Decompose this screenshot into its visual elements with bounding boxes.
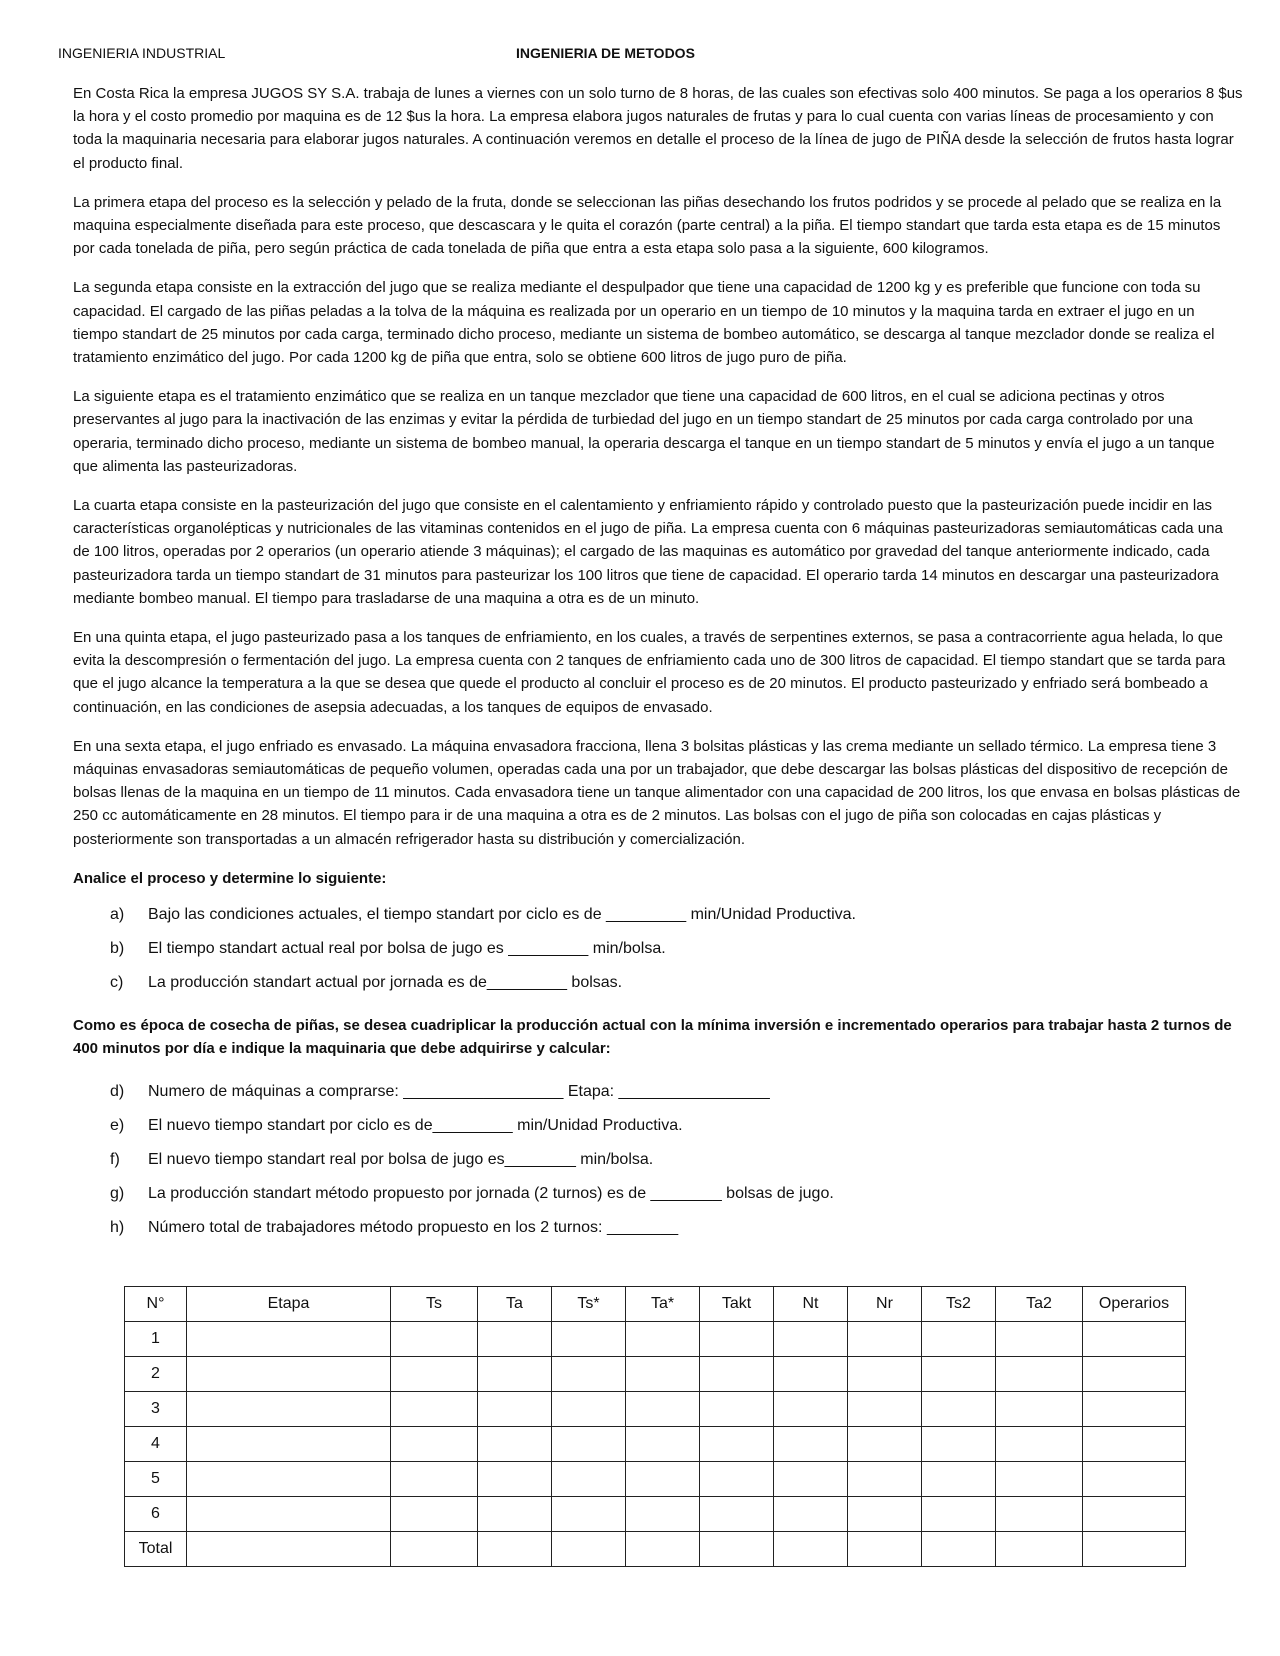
- answer-cell[interactable]: [478, 1392, 552, 1427]
- answer-cell[interactable]: [552, 1392, 626, 1427]
- answer-cell[interactable]: [774, 1392, 848, 1427]
- answer-cell[interactable]: [626, 1357, 700, 1392]
- answer-cell[interactable]: [922, 1322, 996, 1357]
- table-row: [125, 1497, 1186, 1532]
- column-header-nr: Nr: [848, 1287, 922, 1322]
- paragraph-stage-2: La segunda etapa consiste en la extracción del jugo que se realiza mediante el despulpador que tiene una capacidad de 1200 kg y es preferible que funcione con toda su capacidad. El cargado de las piñas peladas a la tolva de la máquina es realizada por un operario en un tiempo de 10 minutos y la maquina tarda en extraer el jugo en un tiempo standart de 25 minutos por cada carga, terminado dicho proceso, mediante un sistema de bombeo automático, se descarga al tanque mezclador donde se realiza el tratamiento enzimático del jugo. Por cada 1200 kg de piña que entra, solo se obtiene 600 litros de jugo puro de piña.: [73, 279, 1215, 367]
- answer-cell[interactable]: [700, 1427, 774, 1462]
- answer-cell[interactable]: [774, 1532, 848, 1567]
- answer-cell[interactable]: [1083, 1427, 1186, 1462]
- row-number-cell: 6: [125, 1497, 187, 1532]
- answer-cell[interactable]: [626, 1497, 700, 1532]
- answer-cell[interactable]: [626, 1392, 700, 1427]
- answer-cell[interactable]: [996, 1322, 1083, 1357]
- row-number-cell: 1: [125, 1322, 187, 1357]
- question-item: [110, 1216, 1243, 1239]
- paragraph-stage-3: La siguiente etapa es el tratamiento enzimático que se realiza en un tanque mezclador que tiene una capacidad de 600 litros, en el cual se adiciona pectinas y otros preservantes al jugo para la inactivación de las enzimas y evitar la pérdida de turbiedad del jugo en un tiempo standart de 25 minutos por cada carga controlado por una operaria, terminado dicho proceso, mediante un sistema de bombeo manual, la operaria descarga el tanque en un tiempo standart de 5 minutos y envía el jugo a un tanque que alimenta las pasteurizadoras.: [73, 388, 1215, 475]
- answer-cell[interactable]: [700, 1357, 774, 1392]
- question-item: [110, 1148, 1243, 1171]
- answer-cell[interactable]: [996, 1427, 1083, 1462]
- question-text: La producción standart actual por jornada es de_________ bolsas.: [148, 973, 623, 991]
- column-header-etapa: Etapa: [187, 1287, 391, 1322]
- answer-cell[interactable]: [848, 1462, 922, 1497]
- answer-cell[interactable]: [626, 1462, 700, 1497]
- answer-cell[interactable]: [552, 1357, 626, 1392]
- paragraph-stage-4: La cuarta etapa consiste en la pasteurización del jugo que consiste en el calentamiento y enfriamiento rápido y controlado puesto que la pasteurización puede incidir en las características organolépticas y nutricionales de las vitaminas contenidos en el jugo de piña. La empresa cuenta con 6 máquinas pasteurizadoras semiautomáticas cada una de 100 litros, operadas por 2 operarios (un operario atiende 3 máquinas); el cargado de las maquinas es automático por gravedad del tanque anteriormente indicado, cada pasteurizadora tarda un tiempo standart de 31 minutos para pasteurizar los 100 litros que tiene de capacidad. El operario tarda 14 minutos en descargar una pasteurizadora mediante bombeo manual. El tiempo para trasladarse de una maquina a otra es de un minuto.: [73, 497, 1223, 607]
- answer-cell[interactable]: [848, 1357, 922, 1392]
- answer-cell[interactable]: [1083, 1497, 1186, 1532]
- answer-cell[interactable]: [478, 1462, 552, 1497]
- question-item: [110, 1080, 1243, 1103]
- answer-cell[interactable]: [848, 1497, 922, 1532]
- column-header-takt: Takt: [700, 1287, 774, 1322]
- question-letter: h): [110, 1218, 125, 1236]
- answer-cell[interactable]: [478, 1322, 552, 1357]
- answer-table: [124, 1286, 1186, 1567]
- question-item: [110, 937, 1243, 960]
- answer-cell[interactable]: [922, 1392, 996, 1427]
- question-item: [110, 903, 1243, 926]
- table-row: [125, 1322, 1186, 1357]
- question-letter: c): [110, 973, 124, 991]
- answer-cell[interactable]: [187, 1427, 391, 1462]
- column-header-ts2: Ts2: [922, 1287, 996, 1322]
- answer-cell[interactable]: [774, 1357, 848, 1392]
- answer-cell[interactable]: [391, 1322, 478, 1357]
- table-row: [125, 1427, 1186, 1462]
- question-letter: g): [110, 1184, 125, 1202]
- table-row: [125, 1357, 1186, 1392]
- answer-cell[interactable]: [391, 1357, 478, 1392]
- column-header-ta: Ta: [478, 1287, 552, 1322]
- header-title: INGENIERIA DE METODOS: [516, 45, 695, 61]
- answer-cell[interactable]: [478, 1357, 552, 1392]
- answer-cell[interactable]: [187, 1497, 391, 1532]
- paragraph-intro: En Costa Rica la empresa JUGOS SY S.A. trabaja de lunes a viernes con un solo turno de 8 horas, de las cuales son efectivas solo 400 minutos. Se paga a los operarios 8 $us la hora y el costo promedio por maquina es de 12 $us la hora. La empresa elabora jugos naturales de frutas y para lo cual cuenta con varias líneas de procesamiento y con toda la maquinaria necesaria para elaborar jugos naturales. A continuación veremos en detalle el proceso de la línea de jugo de PIÑA desde la selección de frutos hasta lograr el producto final.: [73, 85, 1243, 172]
- answer-cell[interactable]: [187, 1462, 391, 1497]
- row-number-cell: 2: [125, 1357, 187, 1392]
- question-letter: b): [110, 939, 125, 957]
- question-text: Número total de trabajadores método propuesto en los 2 turnos: ________: [148, 1218, 679, 1236]
- answer-cell[interactable]: [996, 1532, 1083, 1567]
- answer-cell[interactable]: [922, 1497, 996, 1532]
- column-header-n: N°: [125, 1287, 187, 1322]
- column-header-operarios: Operarios: [1083, 1287, 1186, 1322]
- answer-cell[interactable]: [626, 1532, 700, 1567]
- answer-cell[interactable]: [391, 1427, 478, 1462]
- answer-cell[interactable]: [187, 1322, 391, 1357]
- question-letter: a): [110, 905, 125, 923]
- analyze-heading: Analice el proceso y determine lo siguiente:: [73, 869, 387, 887]
- question-item: [110, 971, 1243, 994]
- answer-cell[interactable]: [1083, 1462, 1186, 1497]
- column-header-ts: Ts: [391, 1287, 478, 1322]
- question-letter: e): [110, 1116, 125, 1134]
- question-list-current: [73, 903, 1243, 994]
- column-header-ta2: Ta2: [996, 1287, 1083, 1322]
- answer-cell[interactable]: [187, 1532, 391, 1567]
- table-row: [125, 1392, 1186, 1427]
- paragraph-stage-5: En una quinta etapa, el jugo pasteurizado pasa a los tanques de enfriamiento, en los cuales, a través de serpentines externos, se pasa a contracorriente agua helada, lo que evita la descompresión o fermentación del jugo. La empresa cuenta con 2 tanques de enfriamiento cada uno de 300 litros de capacidad. El tiempo standart que se tarda para que el jugo alcance la temperatura a la que se desea que quede el producto al concluir el proceso es de 20 minutos. El producto pasteurizado y enfriado será bombeado a continuación, en las condiciones de asepsia adecuadas, a los tanques de equipos de envasado.: [73, 629, 1226, 716]
- row-number-cell: 4: [125, 1427, 187, 1462]
- answer-cell[interactable]: [187, 1392, 391, 1427]
- answer-cell[interactable]: [552, 1322, 626, 1357]
- answer-cell[interactable]: [552, 1497, 626, 1532]
- answer-cell[interactable]: [626, 1427, 700, 1462]
- column-header-ta-star: Ta*: [626, 1287, 700, 1322]
- question-text: Bajo las condiciones actuales, el tiempo standart por ciclo es de _________ min/Unidad Productiva.: [148, 905, 856, 923]
- answer-cell[interactable]: [552, 1532, 626, 1567]
- question-letter: f): [110, 1150, 120, 1168]
- answer-cell[interactable]: [552, 1462, 626, 1497]
- answer-cell[interactable]: [774, 1427, 848, 1462]
- row-number-cell: Total: [125, 1532, 187, 1567]
- document-body: [73, 82, 1243, 1250]
- answer-cell[interactable]: [1083, 1392, 1186, 1427]
- answer-cell[interactable]: [1083, 1532, 1186, 1567]
- answer-cell[interactable]: [996, 1357, 1083, 1392]
- answer-cell[interactable]: [700, 1532, 774, 1567]
- question-text: El nuevo tiempo standart por ciclo es de_________ min/Unidad Productiva.: [148, 1116, 683, 1134]
- answer-cell[interactable]: [552, 1427, 626, 1462]
- answer-cell[interactable]: [626, 1322, 700, 1357]
- question-letter: d): [110, 1082, 125, 1100]
- answer-cell[interactable]: [478, 1427, 552, 1462]
- harvest-paragraph: Como es época de cosecha de piñas, se desea cuadriplicar la producción actual con la mínima inversión e incrementado operarios para trabajar hasta 2 turnos de 400 minutos por día e indique la maquinaria que debe adquirirse y calcular:: [73, 1016, 1232, 1057]
- answer-cell[interactable]: [700, 1322, 774, 1357]
- column-header-nt: Nt: [774, 1287, 848, 1322]
- answer-cell[interactable]: [922, 1532, 996, 1567]
- question-text: El tiempo standart actual real por bolsa de jugo es _________ min/bolsa.: [148, 939, 666, 957]
- answer-cell[interactable]: [700, 1462, 774, 1497]
- answer-cell[interactable]: [391, 1392, 478, 1427]
- answer-cell[interactable]: [1083, 1357, 1186, 1392]
- answer-cell[interactable]: [391, 1497, 478, 1532]
- answer-cell[interactable]: [996, 1462, 1083, 1497]
- row-number-cell: 3: [125, 1392, 187, 1427]
- answer-cell[interactable]: [478, 1497, 552, 1532]
- answer-cell[interactable]: [996, 1392, 1083, 1427]
- answer-cell[interactable]: [391, 1462, 478, 1497]
- answer-cell[interactable]: [922, 1357, 996, 1392]
- header-left: INGENIERIA INDUSTRIAL: [58, 45, 226, 61]
- table-header-row: [125, 1287, 1186, 1322]
- answer-cell[interactable]: [1083, 1322, 1186, 1357]
- paragraph-stage-1: La primera etapa del proceso es la selección y pelado de la fruta, donde se seleccionan las piñas desechando los frutos podridos y se procede al pelado que se realiza en la maquina especialmente diseñada para este proceso, que descascara y le quita el corazón (parte central) a la piña. El tiempo standart que tarda esta etapa es de 15 minutos por cada tonelada de piña, pero según práctica de cada tonelada de piña que entra a esta etapa solo pasa a la siguiente, 600 kilogramos.: [73, 193, 1222, 258]
- table-row: [125, 1462, 1186, 1497]
- question-text: Numero de máquinas a comprarse: __________________ Etapa: _________________: [148, 1082, 770, 1100]
- answer-cell[interactable]: [391, 1532, 478, 1567]
- answer-cell[interactable]: [848, 1532, 922, 1567]
- answer-cell[interactable]: [700, 1392, 774, 1427]
- answer-cell[interactable]: [478, 1532, 552, 1567]
- answer-cell[interactable]: [774, 1462, 848, 1497]
- table-row: [125, 1532, 1186, 1567]
- question-item: [110, 1182, 1243, 1205]
- row-number-cell: 5: [125, 1462, 187, 1497]
- column-header-ts-star: Ts*: [552, 1287, 626, 1322]
- answer-cell[interactable]: [848, 1427, 922, 1462]
- answer-cell[interactable]: [996, 1497, 1083, 1532]
- question-list-proposed: [73, 1080, 1243, 1239]
- question-text: La producción standart método propuesto por jornada (2 turnos) es de ________ bolsas de jugo.: [148, 1184, 834, 1202]
- paragraph-stage-6: En una sexta etapa, el jugo enfriado es envasado. La máquina envasadora fracciona, llena 3 bolsitas plásticas y las crema mediante un sellado térmico. La empresa tiene 3 máquinas envasadoras semiautomáticas de pequeño volumen, operadas cada una por un trabajador, que debe descargar las bolsas plásticas del dispositivo de recepción de bolsas llenas de la maquina en un tiempo de 11 minutos. Cada envasadora tiene un tanque alimentador con una capacidad de 200 litros, los que envasa en bolsas plásticas de 250 cc automáticamente en 28 minutos. El tiempo para ir de una maquina a otra es de 2 minutos. Las bolsas con el jugo de piña son colocadas en cajas plásticas y posteriormente son transportadas a un almacén refrigerador hasta su distribución y comercialización.: [73, 737, 1241, 848]
- answer-cell[interactable]: [922, 1462, 996, 1497]
- answer-cell[interactable]: [700, 1497, 774, 1532]
- answer-cell[interactable]: [774, 1497, 848, 1532]
- table-body: [125, 1322, 1186, 1567]
- answer-cell[interactable]: [187, 1357, 391, 1392]
- answer-cell[interactable]: [848, 1322, 922, 1357]
- question-item: [110, 1114, 1243, 1137]
- question-text: El nuevo tiempo standart real por bolsa de jugo es________ min/bolsa.: [148, 1150, 654, 1168]
- answer-cell[interactable]: [848, 1392, 922, 1427]
- answer-cell[interactable]: [922, 1427, 996, 1462]
- answer-cell[interactable]: [774, 1322, 848, 1357]
